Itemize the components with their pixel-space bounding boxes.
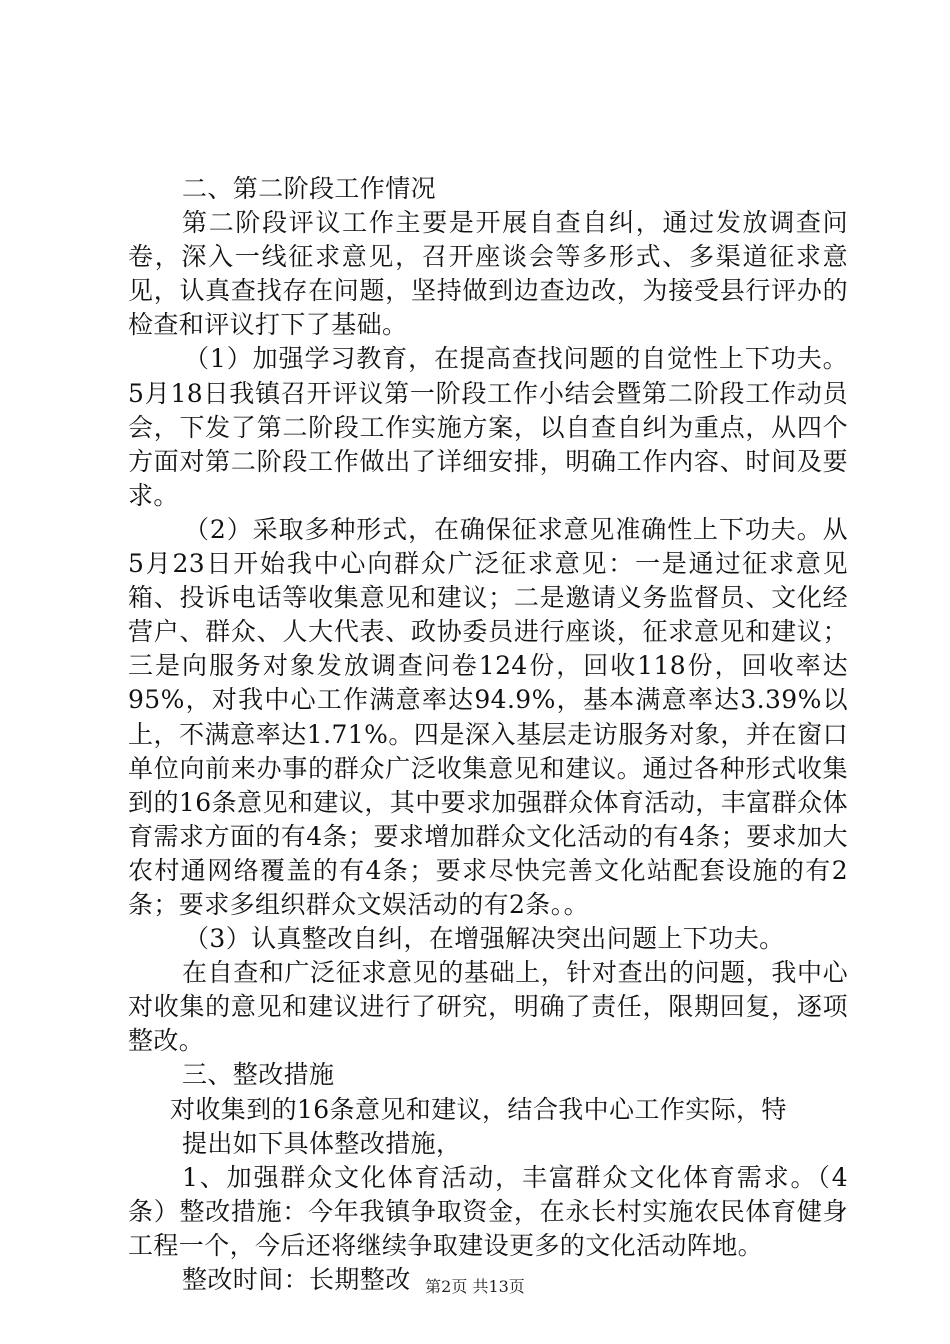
paragraph-item-3-rectify: （3）认真整改自纠，在增强解决突出问题上下功夫。 (184, 924, 785, 954)
paragraph-item-1-study: （1）加强学习教育，在提高查找问题的自觉性上下功夫。5月18日我镇召开评议第一阶段工作小结会暨第二阶段工作动员会，下发了第二阶段工作实施方案，以自查自纠为重点，从四个方面对第二阶段工作做出了详细安排，明确工作内容、时间及要求。 (128, 344, 848, 510)
paragraph-stage-two-summary: 第二阶段评议工作主要是开展自查自纠，通过发放调查问卷，深入一线征求意见，召开座谈会等多形式、多渠道征求意见，认真查找存在问题，坚持做到边查边改，为接受县行评办的检查和评议打下了基础。 (128, 208, 848, 340)
paragraph-item-2-forms: （2）采取多种形式，在确保征求意见准确性上下功夫。从5月23日开始我中心向群众广泛征求意见：一是通过征求意见箱、投诉电话等收集意见和建议；二是邀请义务监督员、文化经营户、群众、人大代表、政协委员进行座谈，征求意见和建议；三是向服务对象发放调查问卷124份，回收118份，回收率达95%，对我中心工作满意率达94.9%，基本满意率达3.39%以上，不满意率达1.71%。四是深入基层走访服务对象，并在窗口单位向前来办事的群众广泛收集意见和建议。通过各种形式收集到的16条意见和建议，其中要求加强群众体育活动，丰富群众体育需求方面的有4条；要求增加群众文化活动的有4条；要求加大农村通网络覆盖的有4条；要求尽快完善文化站配套设施的有2条；要求多组织群众文娱活动的有2条。。 (128, 514, 848, 919)
paragraph-measures-intro-cont: 提出如下具体整改措施， (182, 1128, 462, 1158)
section-heading-stage-two: 二、第二阶段工作情况 (182, 174, 437, 203)
page-number-footer: 第2页 共13页 (425, 1277, 525, 1296)
paragraph-measure-1: 1、加强群众文化体育活动，丰富群众文化体育需求。（4条）整改措施：今年我镇争取资金，在永长村实施农民体育健身工程一个，今后还将继续争取建设更多的文化活动阵地。 (128, 1162, 848, 1260)
paragraph-measures-intro: 对收集到的16条意见和建议，结合我中心工作实际，特 (170, 1094, 787, 1124)
paragraph-rectify-detail: 在自查和广泛征求意见的基础上，针对查出的问题，我中心对收集的意见和建议进行了研究，明确了责任，限期回复，逐项整改。 (128, 958, 848, 1056)
paragraph-measure-1-time: 整改时间：长期整改 (182, 1265, 411, 1294)
document-body (128, 172, 848, 1297)
section-heading-measures: 三、整改措施 (182, 1060, 335, 1090)
